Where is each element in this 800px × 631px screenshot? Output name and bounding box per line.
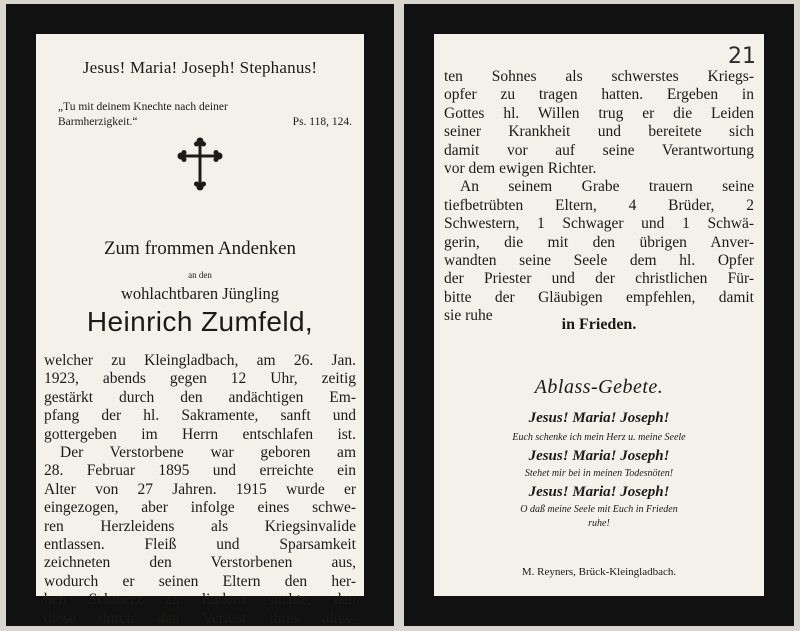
ablass-title: Ablass-Gebete. (534, 376, 664, 398)
body-line: bitte der Gläubigen empfehlen, damit (444, 288, 754, 306)
quote-line-1: „Tu mit deinem Knechte nach deiner (58, 101, 228, 113)
memorial-title: Zum frommen Andenken (103, 238, 297, 259)
left-card (6, 4, 394, 626)
body-line: wandten seine Seele dem hl. Opfer (444, 252, 754, 270)
handwritten-page-number: 21 (728, 44, 756, 69)
right-body-text (444, 68, 754, 326)
body-line: pfang der hl. Sakramente, sanft und (44, 407, 356, 425)
in-frieden: in Frieden. (561, 316, 637, 333)
prayer-3-sub-2: ruhe! (588, 518, 610, 529)
body-line: tiefbetrübten Eltern, 4 Brüder, 2 (444, 196, 754, 214)
cross-icon (177, 136, 223, 192)
body-line: ren Herzleidens als Kriegsinvalide (44, 517, 356, 535)
left-paper (36, 34, 364, 627)
body-line: welcher zu Kleingladbach, am 26. Jan. (44, 352, 356, 369)
prayer-3: Jesus! Maria! Joseph! (528, 484, 670, 500)
an-den-text: an den (188, 270, 212, 280)
body-line: Der Verstorbene war geboren am (60, 444, 356, 462)
printer-imprint: M. Reyners, Brück-Kleingladbach. (521, 566, 677, 578)
body-line: eingezogen, aber infolge eines schwe- (44, 499, 356, 517)
body-line: An seinem Grabe trauern seine (460, 178, 754, 196)
prayer-2-sub: Stehet mir bei in meinen Todesnöten! (524, 468, 674, 479)
jungling-text: wohlachtbaren Jüngling (120, 284, 280, 303)
body-line: damit vor auf seine Verantwortung (444, 141, 754, 159)
body-line: entlassen. Fleiß und Sparsamkeit (44, 536, 356, 554)
body-line: ten Sohnes als schwerstes Kriegs- (444, 68, 754, 85)
body-line: 28. Februar 1895 und erreichte ein (44, 462, 356, 480)
prayer-1: Jesus! Maria! Joseph! (528, 410, 670, 426)
right-card (404, 4, 794, 626)
body-line: diese durch den Verlust ihres ältes- (44, 609, 356, 627)
body-line: gestärkt durch den andächtigen Em- (44, 388, 356, 406)
deceased-name: Heinrich Zumfeld, (86, 306, 314, 337)
quote-line-2-text: Barmherzigkeit.“ (58, 116, 138, 128)
prayer-1-sub: Euch schenke ich mein Herz u. meine Seele (512, 432, 686, 443)
prayer-3-sub-1: O daß meine Seele mit Euch in Frieden (520, 504, 678, 515)
body-line: gerin, die mit den übrigen Anver- (444, 233, 754, 251)
body-line: gottergeben im Herrn entschlafen ist. (44, 425, 356, 443)
body-line: opfer zu tragen hatten. Ergeben in (444, 86, 754, 104)
invocation-header: Jesus! Maria! Joseph! Stephanus! (82, 58, 318, 77)
quote-line-2 (58, 115, 352, 130)
left-body-text (44, 352, 356, 628)
body-line: zeichneten den Verstorbenen aus, (44, 554, 356, 572)
body-line: Alter von 27 Jahren. 1915 wurde er (44, 480, 356, 498)
quote-reference: Ps. 118, 124. (292, 116, 352, 128)
body-line: sie ruhe (444, 307, 493, 325)
body-line: der Priester und der christlichen Für- (444, 270, 754, 288)
prayer-2: Jesus! Maria! Joseph! (528, 448, 670, 464)
body-line: Gottes hl. Willen trug er die Leiden (444, 104, 754, 122)
body-line: Schwestern, 1 Schwager und 1 Schwä- (444, 215, 754, 233)
body-line: wodurch er seinen Eltern den her- (44, 572, 356, 590)
psalm-quote (58, 100, 352, 130)
right-paper (434, 34, 764, 596)
body-line: ben Schmerz zu lindern suchte, den (44, 591, 356, 609)
body-line: vor dem ewigen Richter. (444, 160, 597, 178)
body-line: 1923, abends gegen 12 Uhr, zeitig (44, 370, 356, 388)
body-line: seiner Krankheit und bereitete sich (444, 123, 754, 141)
